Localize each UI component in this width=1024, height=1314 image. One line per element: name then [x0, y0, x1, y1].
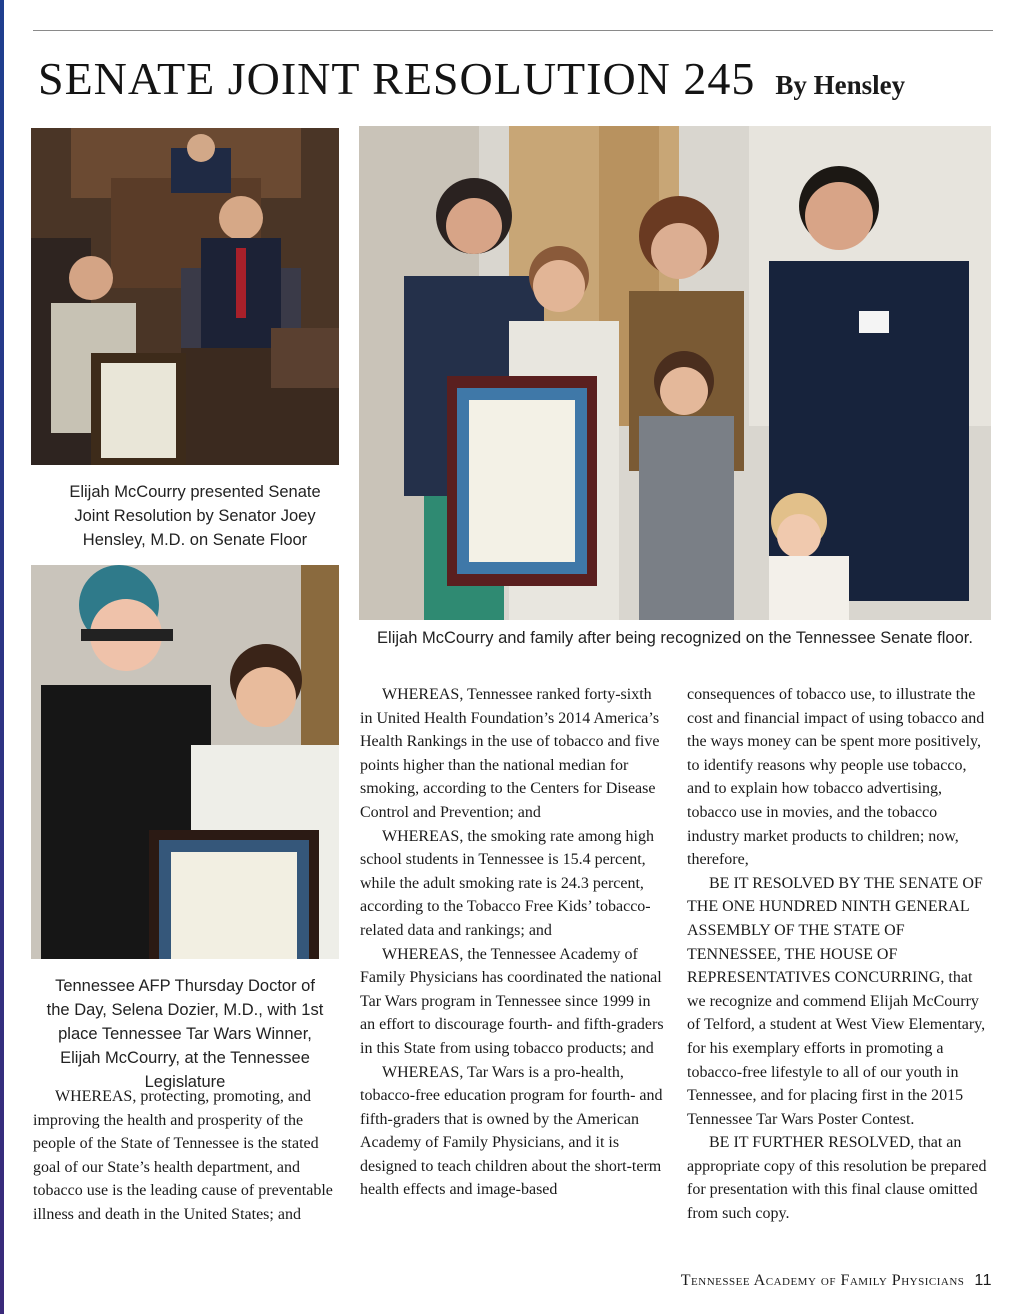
publication-name: Tennessee Academy of Family Physicians	[680, 1272, 965, 1289]
paragraph: WHEREAS, the Tennessee Academy of Family Physicians has coordinated the national Tar Wars program in Tennessee since 1999 in an effort to discourage fourth- and fifth-graders in this State from using tobacco products; and	[360, 945, 664, 1057]
photo-doctor-of-day	[31, 565, 339, 959]
caption-family: Elijah McCourry and family after being recognized on the Tennessee Senate floor.	[377, 629, 973, 647]
caption-doctor-of-day: Tennessee AFP Thursday Doctor of the Day, Selena Dozier, M.D., with 1st place Tennessee Tar Wars Winner, Elijah McCourry, at the Tennessee Legislature	[46, 977, 324, 1091]
text-column-3	[687, 683, 993, 1226]
headline	[38, 52, 905, 105]
photo-senate-floor	[31, 128, 339, 465]
paragraph: WHEREAS, protecting, promoting, and improving the health and prosperity of the people of the State of Tennessee is the stated goal of our State’s health department, and tobacco use is the leading cause of preventable illness and death in the United States; and	[33, 1088, 333, 1223]
paragraph: WHEREAS, the smoking rate among high school students in Tennessee is 15.4 percent, while the adult smoking rate is 24.3 percent, according to the Tobacco Free Kids’ tobacco- related data and rankings; and	[360, 827, 654, 939]
byline: By Hensley	[775, 70, 906, 100]
paragraph: BE IT RESOLVED BY THE SENATE OF THE ONE HUNDRED NINTH GENERAL ASSEMBLY OF THE STATE OF TENNESSEE, THE HOUSE OF REPRESENTATIVES CONCURRING, that we recognize and commend Elijah McCourry of Telford, a student at West View Elementary, for his exemplary efforts in promoting a tobacco-free lifestyle to all of our youth in Tennessee, and for placing first in the 2015 Tennessee Tar Wars Poster Contest.	[687, 874, 986, 1128]
paragraph: WHEREAS, Tennessee ranked forty-sixth in United Health Foundation’s 2014 America’s Health Rankings in the use of tobacco and five points higher than the national median for smoking, according to the Centers for Disease Control and Prevention; and	[360, 686, 660, 821]
text-column-1	[33, 1085, 339, 1227]
page-number: 11	[974, 1272, 992, 1289]
photo-family	[359, 126, 991, 620]
paragraph: consequences of tobacco use, to illustrate the cost and financial impact of using tobacco and the ways money can be spent more positively, to identify reasons why people use tobacco, and to explain how tobacco advertising, tobacco use in movies, and the tobacco industry market products to children; now, therefore,	[687, 686, 985, 869]
top-rule	[33, 30, 993, 31]
paragraph: WHEREAS, Tar Wars is a pro-health, tobacco-free education program for fourth- and fifth-graders that is owned by the American Academy of Family Physicians, and it is designed to teach children about the short-term health effects and image-based	[360, 1063, 663, 1199]
page-footer	[681, 1272, 992, 1290]
page-title: SENATE JOINT RESOLUTION 245	[38, 53, 756, 104]
text-column-2	[360, 683, 666, 1202]
caption-senate-floor: Elijah McCourry presented Senate Joint Resolution by Senator Joey Hensley, M.D. on Senate Floor	[69, 483, 321, 549]
paragraph: BE IT FURTHER RESOLVED, that an appropriate copy of this resolution be prepared for presentation with this final clause omitted from such copy.	[687, 1134, 987, 1223]
page-edge-stripe	[0, 0, 4, 1314]
